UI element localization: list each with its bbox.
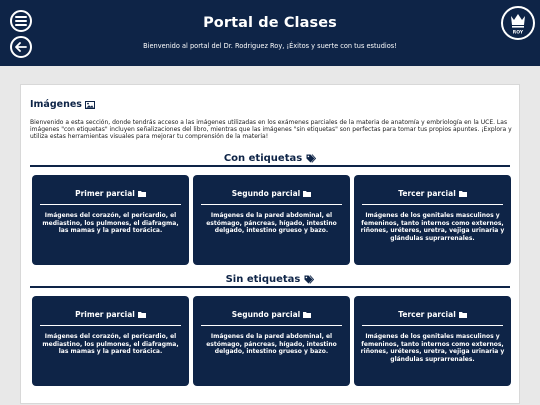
tile-label: Primer parcial	[75, 189, 135, 198]
tile-header	[193, 310, 350, 319]
tile-divider	[201, 204, 342, 205]
section-title	[30, 99, 95, 110]
section-title-label: Imágenes	[30, 99, 82, 110]
folder-icon	[138, 311, 146, 318]
group-divider	[30, 165, 510, 167]
crown-icon	[503, 8, 533, 38]
tile-description: Imágenes de la pared abdominal, el estómago, páncreas, hígado, intestino delgado, intestino grueso y bazo.	[206, 333, 337, 356]
tile-label: Segundo parcial	[231, 189, 301, 198]
tags-icon	[306, 154, 316, 163]
tile-sin-primer-parcial[interactable]	[32, 296, 189, 386]
tile-description: Imágenes de la pared abdominal, el estómago, páncreas, hígado, intestino delgado, intestino grueso y bazo.	[206, 212, 337, 235]
folder-icon	[138, 190, 146, 197]
tile-divider	[40, 325, 181, 326]
folder-icon	[303, 190, 311, 197]
tile-header	[32, 310, 189, 319]
tile-con-tercer-parcial[interactable]	[354, 175, 511, 265]
site-logo[interactable]	[501, 6, 535, 40]
tile-header	[32, 189, 189, 198]
tile-label: Tercer parcial	[398, 310, 456, 319]
tile-sin-tercer-parcial[interactable]	[354, 296, 511, 386]
tile-sin-segundo-parcial[interactable]	[193, 296, 350, 386]
tile-header	[354, 189, 511, 198]
tile-con-primer-parcial[interactable]	[32, 175, 189, 265]
top-header	[0, 0, 540, 66]
group-title-con-etiquetas	[30, 153, 510, 164]
tile-label: Tercer parcial	[398, 189, 456, 198]
folder-icon	[459, 311, 467, 318]
tile-divider	[362, 325, 503, 326]
tile-header	[354, 310, 511, 319]
tags-icon	[304, 275, 314, 284]
folder-icon	[459, 190, 467, 197]
tile-con-segundo-parcial[interactable]	[193, 175, 350, 265]
tile-description: Imágenes del corazón, el pericardio, el mediastino, los pulmones, el diafragma, las mamas y la pared torácica.	[42, 212, 179, 235]
tile-label: Segundo parcial	[231, 310, 301, 319]
welcome-subtitle: Bienvenido al portal del Dr. Rodriguez Roy, ¡Éxitos y suerte con tus estudios!	[143, 42, 397, 50]
tile-label: Primer parcial	[75, 310, 135, 319]
logo-text: ROY	[512, 30, 524, 36]
tile-description: Imágenes del corazón, el pericardio, el mediastino, los pulmones, el diafragma, las mamas y la pared torácica.	[42, 333, 179, 356]
tile-description: Imágenes de los genitales masculinos y femeninos, tanto internos como externos, riñones, uréteres, uretra, vejiga urinaria y glándulas suprarrenales.	[360, 212, 505, 242]
tile-divider	[201, 325, 342, 326]
group-title-label: Con etiquetas	[223, 153, 303, 164]
group-title-label: Sin etiquetas	[225, 274, 301, 285]
page-title: Portal de Clases	[203, 15, 337, 31]
tile-divider	[40, 204, 181, 205]
group-title-sin-etiquetas	[30, 274, 510, 285]
group-divider	[30, 286, 510, 288]
tile-header	[193, 189, 350, 198]
tile-description: Imágenes de los genitales masculinos y femeninos, tanto internos como externos, riñones, uréteres, uretra, vejiga urinaria y glándulas suprarrenales.	[360, 333, 505, 363]
section-intro: Bienvenido a esta sección, donde tendrás acceso a las imágenes utilizadas en los exámenes parciales de la materia de anatomía y embriología en la UCE. Las imágenes "con etiquetas" incluyen señalizaciones del libro, mientras que las imágenes "sin etiquetas" son perfectas para tomar tus propios apuntes. ¡Explora y utiliza estas herramientas visuales para mejorar tu comprensión de la materia!	[30, 119, 512, 141]
image-icon	[85, 101, 95, 109]
folder-icon	[303, 311, 311, 318]
tile-divider	[362, 204, 503, 205]
